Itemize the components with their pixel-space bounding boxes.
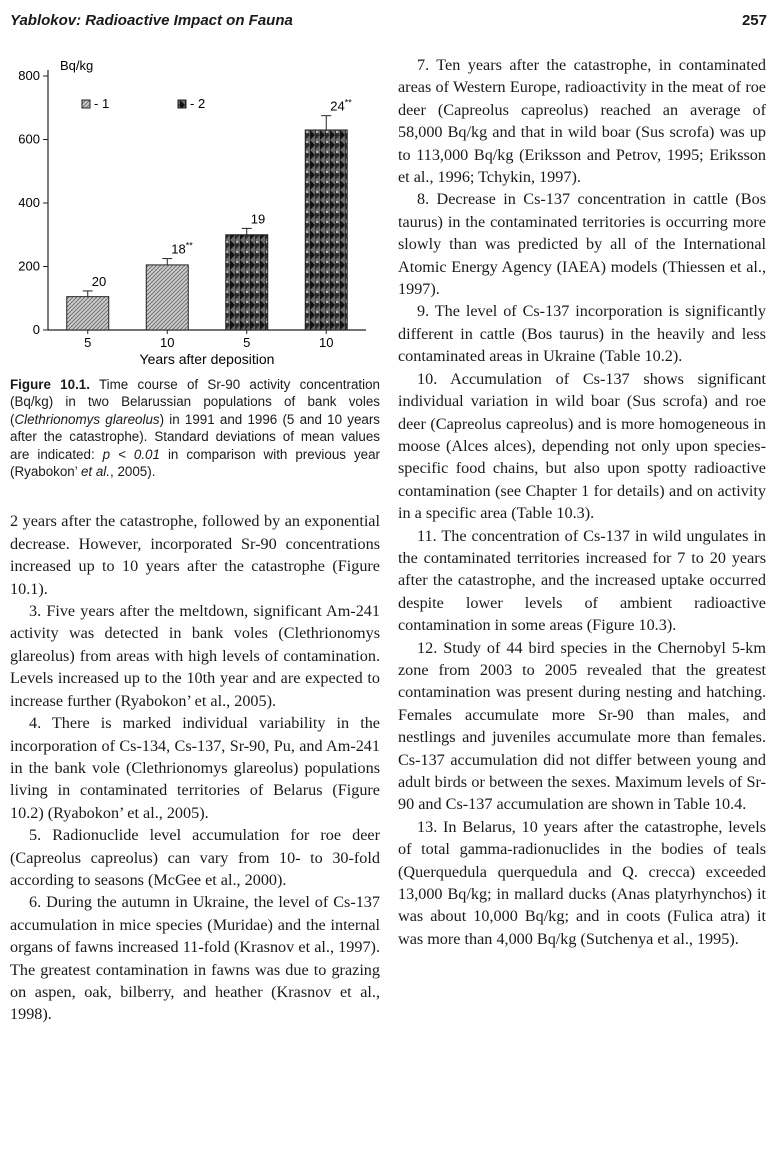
figure-label: Figure 10.1. [10,377,90,392]
data-label: 18** [171,240,193,257]
paragraph: 5. Radionuclide level accumulation for roe deer (Capreolus capreolus) can vary from 10- to 30-fold according to seasons (McGee et al., 2000). [10,826,380,889]
data-label: 19 [250,211,266,227]
bar-chart [10,40,380,370]
running-head: Yablokov: Radioactive Impact on Fauna [10,12,293,29]
paragraph: 12. Study of 44 bird species in the Chernobyl 5-km zone from 2003 to 2005 revealed that the greatest contamination was present during nesting and hatching. Females accumulate more Sr-90 than males, and nestlings and juveniles accumulate more than females. Cs-137 accumulation did not differ between young and adult birds or between the sexes. Maximum levels of Sr-90 and Cs-137 accumulation are shown in Table 10.4. [398,638,766,814]
y-tick-label: 0 [32,322,40,337]
left-column [10,40,380,1026]
paragraph: 10. Accumulation of Cs-137 shows significant individual variation in wild boar (Sus scrofa) and roe deer (Capreolus capreolus) and is more homogeneous in moose (Alces alces), depending not only upon species-specific food chains, but also upon spotty radioactive contamination (see Chapter 1 for details) and on activity in a specific area (Table 10.3). [398,369,766,523]
bar [226,235,268,330]
caption-text-3: in comparison with previous year (Ryabokon’ [10,446,381,480]
right-column [398,54,766,950]
x-tick-label: 10 [319,335,334,350]
bar [67,297,109,330]
y-axis-label: Bq/kg [60,58,94,73]
page-header [10,12,767,34]
figure-caption [10,376,380,480]
data-label: 24** [330,97,352,114]
y-tick-label: 600 [18,131,40,147]
legend-label: - 2 [190,96,206,111]
paragraph: 7. Ten years after the catastrophe, in contaminated areas of Western Europe, radioactivity in the meat of roe deer (Capreolus capreolus) reached an average of 58,000 Bq/kg and that in wild boar (Sus scrofa) was up to 113,000 Bq/kg (Eriksson and Petrov, 1995; Eriksson et al., 1996; Tchykin, 1997). [398,56,766,187]
figure-10-1 [10,40,380,370]
y-tick-label: 800 [18,68,40,83]
paragraph: 9. The level of Cs-137 incorporation is significantly different in cattle (Bos taurus) in the heavily and less contaminated areas in Ukraine (Table 10.2). [398,302,766,366]
x-tick-label: 5 [243,335,251,350]
data-label: 20 [91,273,107,289]
legend-label: - 1 [94,96,110,111]
x-axis-label: Years after deposition [139,351,275,367]
caption-text-4: , 2005). [110,464,156,480]
paragraph: 2 years after the catastrophe, followed by an exponential decrease. However, incorporated Sr-90 concentrations increased up to 10 years after the catastrophe (Figure 10.1). [10,512,380,598]
caption-species: Clethrionomys glareolus [14,411,160,427]
bar [305,130,347,330]
caption-et-al: et al. [80,464,110,480]
legend-swatch [178,100,186,108]
paragraph: 3. Five years after the meltdown, significant Am-241 activity was detected in bank voles (Clethrionomys glareolus) from areas with high levels of contamination. Levels increased up to the 10th year and are expected to increase further (Ryabokon’ et al., 2005). [10,602,380,710]
caption-p-value: p < 0.01 [102,446,160,462]
left-body-text [10,510,380,1025]
legend-swatch [82,100,90,108]
caption-text-2: ) in 1991 and 1996 (5 and 10 years after the catastrophe). Standard deviations of mean values are indicated: [10,411,380,462]
paragraph: 11. The concentration of Cs-137 in wild ungulates in the contaminated territories increased for 7 to 20 years after the catastrophe, and the increased uptake occurred despite lower levels of ambient radioactive contamination in some areas (Figure 10.3). [398,526,766,635]
x-tick-label: 10 [160,335,175,350]
y-tick-label: 200 [18,258,40,274]
paragraph: 13. In Belarus, 10 years after the catastrophe, levels of total gamma-radionuclides in the bodies of teals (Querquedula querquedula and Q. crecca) exceeded 13,000 Bq/kg; in mallard ducks (Anas platyrhynchos) it was about 10,000 Bq/kg; and in coots (Fulica atra) it was more than 4,000 Bq/kg (Sutchenya et al., 1995). [398,817,766,948]
x-tick-label: 5 [84,335,92,350]
paragraph: 4. There is marked individual variability in the incorporation of Cs-134, Cs-137, Sr-90, Pu, and Am-241 in the bank vole (Clethrionomys glareolus) populations living in contaminated territories of Belarus (Figure 10.2) (Ryabokon’ et al., 2005). [10,714,380,822]
paragraph: 6. During the autumn in Ukraine, the level of Cs-137 accumulation in mice species (Muridae) and the internal organs of fawns increased 11-fold (Krasnov et al., 1997). The greatest contamination in fawns was due to grazing on aspen, oak, bilberry, and heather (Krasnov et al., 1998). [10,893,380,1024]
page-number: 257 [741,12,767,29]
y-tick-label: 400 [18,195,40,210]
paragraph: 8. Decrease in Cs-137 concentration in cattle (Bos taurus) in the contaminated territories is occurring more slowly than was predicted by all of the International Atomic Energy Agency (IAEA) models (Thiessen et al., 1997). [398,190,766,299]
bar [146,265,188,330]
caption-text-1: Time course of Sr-90 activity concentration (Bq/kg) in two Belarussian populations of bank voles ( [10,377,380,427]
